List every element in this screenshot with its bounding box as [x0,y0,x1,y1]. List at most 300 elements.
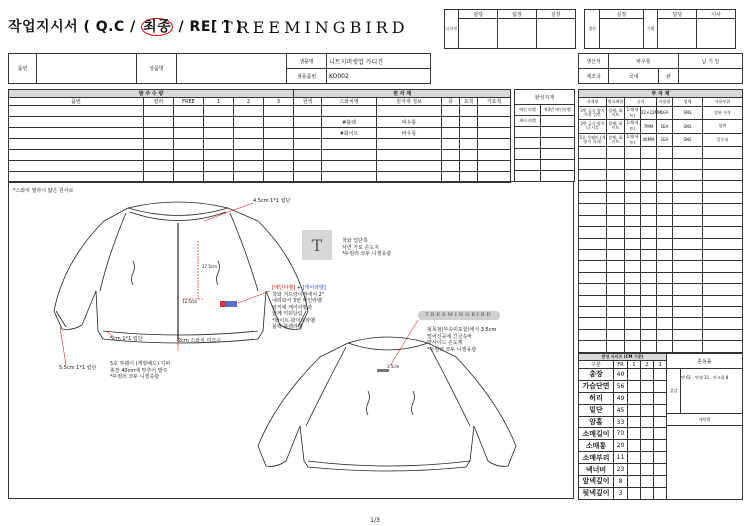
size-cell[interactable] [641,369,654,381]
size-cell[interactable] [641,452,654,464]
sub-cell[interactable] [657,341,673,353]
sub-cell[interactable] [625,204,641,215]
size-cell[interactable] [641,380,654,392]
sub-row-3-std[interactable]: 1개(세트) [625,133,641,147]
sub-cell[interactable] [625,307,641,318]
sub-cell[interactable] [625,284,641,295]
sub-row-2-part[interactable]: 앞판 [703,120,743,134]
sub-cell[interactable] [703,215,743,226]
sub-cell[interactable] [703,329,743,340]
size-cell[interactable] [628,487,641,499]
sub-cell[interactable] [625,181,641,192]
size-cell[interactable] [641,416,654,428]
sub-cell[interactable] [673,204,703,215]
finish-cell[interactable] [515,127,541,138]
order-cell[interactable] [264,128,294,139]
size-cell[interactable] [654,487,667,499]
fabric-cell[interactable] [442,128,460,139]
size-cell[interactable] [654,428,667,440]
table-row [579,487,667,499]
fabric-cell[interactable] [442,117,460,128]
due-value[interactable] [679,69,743,84]
fabric-cell[interactable] [478,150,511,161]
order-cell[interactable] [174,117,204,128]
pointer-back-tag [390,320,418,366]
front-hem [103,331,258,335]
size-cell[interactable] [641,487,654,499]
order-cell[interactable] [9,117,144,128]
sub-row-3-part[interactable]: 앞중심 [703,133,743,147]
sub-cell[interactable] [657,329,673,340]
fabric-cell[interactable] [442,161,460,172]
sub-cell[interactable] [579,227,607,238]
sub-cell[interactable] [579,169,607,180]
sub-cell[interactable] [625,318,641,329]
order-cell[interactable] [234,128,264,139]
sub-cell[interactable] [641,215,657,226]
sub-cell[interactable] [579,181,607,192]
sub-cell[interactable] [657,272,673,283]
sub-cell[interactable] [673,307,703,318]
size-cell[interactable] [641,476,654,488]
sub-row-2-qty[interactable]: 1EA [657,120,673,134]
fabric-cell[interactable] [377,106,442,117]
sub-cell[interactable] [657,318,673,329]
sub-cell[interactable] [673,318,703,329]
finish-cell[interactable] [515,171,541,182]
size-cell[interactable] [628,380,641,392]
order-cell[interactable] [264,150,294,161]
sub-cell[interactable] [579,204,607,215]
sub-cell[interactable] [607,272,625,283]
finish-cell[interactable] [515,149,541,160]
sub-cell[interactable] [607,181,625,192]
fabric-cell[interactable] [294,139,322,150]
size-row-6-fr[interactable]: 70 [614,428,628,440]
size-cell[interactable] [628,369,641,381]
sub-cell[interactable] [641,147,657,158]
size-cell[interactable] [628,440,641,452]
size-cell[interactable] [628,392,641,404]
finish-cell[interactable] [541,127,575,138]
size-row-3-fr[interactable]: 49 [614,392,628,404]
order-cell[interactable] [204,128,234,139]
sub-cell[interactable] [673,341,703,353]
sub-cell[interactable] [703,238,743,249]
sub-cell[interactable] [673,169,703,180]
sub-cell[interactable] [607,284,625,295]
sub-cell[interactable] [607,329,625,340]
sub-cell[interactable] [673,295,703,306]
sub-cell[interactable] [673,227,703,238]
sub-row-3-qty[interactable]: 1EA [657,133,673,147]
sub-row-3-mix[interactable]: 블랙, 화이트 [607,133,625,147]
size-cell[interactable] [654,380,667,392]
sub-cell[interactable] [673,158,703,169]
order-cell[interactable] [174,106,204,117]
sub-cell[interactable] [641,227,657,238]
sub-cell[interactable] [657,204,673,215]
order-cell[interactable] [144,128,174,139]
sub-cell[interactable] [607,169,625,180]
size-cell[interactable] [654,392,667,404]
size-row-10-fr[interactable]: 8 [614,476,628,488]
fabric-cell[interactable] [442,139,460,150]
sub-cell[interactable] [657,192,673,203]
size-row-1-fr[interactable]: 40 [614,369,628,381]
order-cell[interactable] [234,150,264,161]
size-cell[interactable] [628,404,641,416]
fabric-supplier-1[interactable]: 바우통 [377,117,442,128]
fabric-cell[interactable] [460,161,478,172]
sub-cell[interactable] [641,158,657,169]
sub-cell[interactable] [673,192,703,203]
fabric-cell[interactable] [377,161,442,172]
order-cell[interactable] [9,139,144,150]
sub-cell[interactable] [703,227,743,238]
sub-row-3-size[interactable]: 40MM [641,133,657,147]
size-cell[interactable] [654,404,667,416]
size-row-5-fr[interactable]: 33 [614,416,628,428]
fabric-cell[interactable] [460,106,478,117]
sub-cell[interactable] [607,158,625,169]
finish-cell[interactable] [541,171,575,182]
sub-cell[interactable] [641,192,657,203]
fabric-cell[interactable] [322,139,377,150]
design-sign-2[interactable] [498,19,537,49]
order-cell[interactable] [144,139,174,150]
production-sign-1[interactable] [599,19,643,49]
mix-value[interactable]: 면 61 , 면생 31 , 아크릴 8 [681,369,743,414]
sub-cell[interactable] [657,227,673,238]
sub-row-2-mix[interactable]: 블랙, 화이트 [607,120,625,134]
size-cell[interactable] [641,392,654,404]
fabric-swatch-2[interactable]: #화이트 [322,128,377,139]
sub-cell[interactable] [607,261,625,272]
sub-cell[interactable] [703,204,743,215]
sub-cell[interactable] [673,261,703,272]
order-cell[interactable] [174,128,204,139]
sub-cell[interactable] [607,341,625,353]
sub-cell[interactable] [579,192,607,203]
sub-cell[interactable] [625,238,641,249]
sub-cell[interactable] [641,169,657,180]
sub-cell[interactable] [579,261,607,272]
fabric-cell[interactable] [478,128,511,139]
fabric-cell[interactable] [377,150,442,161]
sub-cell[interactable] [641,318,657,329]
size-row-4-fr[interactable]: 45 [614,404,628,416]
size-cell[interactable] [654,464,667,476]
sub-cell[interactable] [579,249,607,260]
sub-cell[interactable] [607,318,625,329]
sub-cell[interactable] [607,204,625,215]
sample-name-value[interactable]: 니트지퍼셋업 가디건 [327,54,431,69]
sub-cell[interactable] [657,169,673,180]
finish-cell[interactable] [515,160,541,171]
sub-cell[interactable] [657,147,673,158]
sub-cell[interactable] [579,329,607,340]
sub-cell[interactable] [703,169,743,180]
fabric-cell[interactable] [478,139,511,150]
sub-cell[interactable] [625,341,641,353]
sub-row-2-std[interactable]: 1개(세트) [625,120,641,134]
order-cell[interactable] [264,161,294,172]
size-cell[interactable] [628,464,641,476]
sub-cell[interactable] [703,249,743,260]
sub-cell[interactable] [625,169,641,180]
sub-cell[interactable] [703,158,743,169]
sub-cell[interactable] [703,341,743,353]
order-cell[interactable] [9,161,144,172]
size-cell[interactable] [641,440,654,452]
sub-cell[interactable] [673,215,703,226]
sub-cell[interactable] [673,147,703,158]
fabric-cell[interactable] [478,161,511,172]
sub-material-table [578,89,743,353]
order-cell[interactable] [9,150,144,161]
producer-value[interactable]: 바우통 [609,54,679,69]
fabric-cell[interactable] [294,128,322,139]
finish-cell[interactable] [541,160,575,171]
sub-cell[interactable] [579,341,607,353]
sub-row-1-size[interactable]: 22×22MM [641,106,657,120]
sub-cell[interactable] [673,272,703,283]
sub-cell[interactable] [641,307,657,318]
maker-value[interactable]: 국내 [609,69,659,84]
sub-cell[interactable] [625,227,641,238]
size-row-11-fr[interactable]: 3 [614,487,628,499]
sub-cell[interactable] [579,215,607,226]
table-row [579,440,667,452]
order-cell[interactable] [174,139,204,150]
sub-cell[interactable] [625,272,641,283]
size-cell[interactable] [628,452,641,464]
fabric-cell[interactable] [460,128,478,139]
sub-cell[interactable] [607,147,625,158]
size-cell[interactable] [628,428,641,440]
sub-cell[interactable] [657,307,673,318]
fabric-cell[interactable] [322,106,377,117]
sub-row-1-std[interactable]: 1개(세트) [625,106,641,120]
sub-cell[interactable] [641,284,657,295]
size-cell[interactable] [641,464,654,476]
sub-cell[interactable] [703,147,743,158]
product-name-value[interactable] [177,54,287,84]
sub-cell[interactable] [625,192,641,203]
sub-row-2-size[interactable]: 7MM [641,120,657,134]
sub-row-1-part[interactable]: 앞판 자작 [703,106,743,120]
sub-cell[interactable] [579,147,607,158]
size-cell[interactable] [628,476,641,488]
sub-row-1-vendor[interactable]: SNS [673,106,703,120]
fabric-cell[interactable] [460,150,478,161]
order-cell[interactable] [174,150,204,161]
finish-cell[interactable] [515,138,541,149]
sub-cell[interactable] [579,318,607,329]
fabric-cell[interactable] [294,161,322,172]
sub-cell[interactable] [703,181,743,192]
sub-cell[interactable] [607,215,625,226]
plan-sign-2[interactable] [697,19,736,49]
sub-cell[interactable] [641,204,657,215]
finish-row-1-value[interactable]: #3번 메인라벨 [541,105,575,116]
sub-cell[interactable] [703,307,743,318]
sub-cell[interactable] [579,295,607,306]
size-cell[interactable] [628,416,641,428]
sub-row-2-name[interactable]: 3번 금속 양지 더 사각 [579,120,607,134]
fabric-cell[interactable] [322,161,377,172]
sub-row-1-qty[interactable]: 1EA [657,106,673,120]
sub-cell[interactable] [579,272,607,283]
sub-row-2-vendor[interactable]: SNS [673,120,703,134]
sub-cell[interactable] [673,238,703,249]
sub-cell[interactable] [641,295,657,306]
size-cell[interactable] [641,404,654,416]
fabric-swatch-1[interactable]: #블랙 [322,117,377,128]
size-row-8-fr[interactable]: 11 [614,452,628,464]
sub-cell[interactable] [625,249,641,260]
order-cell[interactable] [234,139,264,150]
order-cell[interactable] [144,117,174,128]
fabric-cell[interactable] [294,106,322,117]
design-sign-3[interactable] [536,19,575,49]
size-cell[interactable] [654,452,667,464]
design-sign-1[interactable] [459,19,498,49]
sub-cell[interactable] [703,261,743,272]
fabric-cell[interactable] [460,139,478,150]
sub-cell[interactable] [657,238,673,249]
size-col-2: FR [614,361,628,369]
sub-cell[interactable] [607,249,625,260]
sub-cell[interactable] [625,147,641,158]
sub-cell[interactable] [673,284,703,295]
sub-cell[interactable] [657,249,673,260]
sub-row-3-name[interactable]: 5호 투웨이 (개방식 지퍼) [579,133,607,147]
fabric-supplier-2[interactable]: 바우통 [377,128,442,139]
sub-row-3-vendor[interactable]: SNS [673,133,703,147]
order-cell[interactable] [234,161,264,172]
size-row-7-fr[interactable]: 20 [614,440,628,452]
size-cell[interactable] [654,416,667,428]
sub-cell[interactable] [703,284,743,295]
order-cell[interactable] [234,117,264,128]
sub-cell[interactable] [657,295,673,306]
sub-cell[interactable] [607,192,625,203]
style-no-value[interactable] [37,54,137,84]
sub-cell[interactable] [625,261,641,272]
sub-cell[interactable] [641,272,657,283]
order-cell[interactable] [174,161,204,172]
size-row-9-fr[interactable]: 23 [614,464,628,476]
size-cell[interactable] [654,440,667,452]
sub-cell[interactable] [607,307,625,318]
size-cell[interactable] [641,428,654,440]
fabric-cell[interactable] [377,139,442,150]
sub-cell[interactable] [625,215,641,226]
order-cell[interactable] [204,150,234,161]
sub-cell[interactable] [641,249,657,260]
sample-no-value[interactable]: KO002 [327,69,431,84]
order-cell[interactable] [204,106,234,117]
sub-cell[interactable] [641,341,657,353]
sub-cell[interactable] [657,181,673,192]
order-cell[interactable] [9,128,144,139]
main-label-title: [메인라벨] [272,285,296,291]
sub-cell[interactable] [607,238,625,249]
order-cell[interactable] [9,106,144,117]
sub-cell[interactable] [579,238,607,249]
wash-value[interactable] [667,426,743,500]
sub-cell[interactable] [641,181,657,192]
sub-cell[interactable] [579,284,607,295]
sub-cell[interactable] [703,272,743,283]
sub-cell[interactable] [703,295,743,306]
sub-cell[interactable] [657,284,673,295]
finish-row-2-value[interactable] [541,116,575,127]
size-cell[interactable] [654,369,667,381]
fabric-cell[interactable] [442,150,460,161]
order-cell[interactable] [264,139,294,150]
order-cell[interactable] [264,117,294,128]
sub-cell[interactable] [657,261,673,272]
order-cell[interactable] [144,161,174,172]
fabric-cell[interactable] [460,117,478,128]
size-row-2-fr[interactable]: 56 [614,380,628,392]
sub-cell[interactable] [625,295,641,306]
sub-row-1-name[interactable]: 3번 금속 양지 사각 일반 [579,106,607,120]
fabric-cell[interactable] [478,117,511,128]
sub-cell[interactable] [641,329,657,340]
sub-cell[interactable] [625,158,641,169]
sub-row-1-mix[interactable]: 블랙, 화이트 [607,106,625,120]
plan-sign-1[interactable] [658,19,697,49]
sub-cell[interactable] [657,215,673,226]
fabric-cell[interactable] [478,106,511,117]
sub-cell[interactable] [641,261,657,272]
finish-cell[interactable] [541,138,575,149]
front-collar-inner [130,212,226,221]
sub-cell[interactable] [673,329,703,340]
sub-cell[interactable] [641,238,657,249]
fabric-cell[interactable] [322,150,377,161]
sub-cell[interactable] [607,295,625,306]
order-cell[interactable] [264,106,294,117]
fabric-cell[interactable] [294,117,322,128]
sub-cell[interactable] [703,192,743,203]
order-cell[interactable] [144,150,174,161]
fabric-cell[interactable] [442,106,460,117]
finish-cell[interactable] [541,149,575,160]
fabric-cell[interactable] [294,150,322,161]
sub-cell[interactable] [673,181,703,192]
size-cell[interactable] [654,476,667,488]
sub-cell[interactable] [673,249,703,260]
sub-cell[interactable] [579,158,607,169]
sub-cell[interactable] [579,307,607,318]
sub-cell[interactable] [625,329,641,340]
tag-note-line: 양사이드 손도제 [427,340,463,346]
sub-cell[interactable] [607,227,625,238]
label-note-line: 함께 끼워달림 [272,311,303,317]
order-cell[interactable] [204,117,234,128]
order-cell[interactable] [204,161,234,172]
order-cell[interactable] [204,139,234,150]
order-cell[interactable] [144,106,174,117]
sub-cell[interactable] [657,158,673,169]
sub-cell[interactable] [703,318,743,329]
order-cell[interactable] [234,106,264,117]
